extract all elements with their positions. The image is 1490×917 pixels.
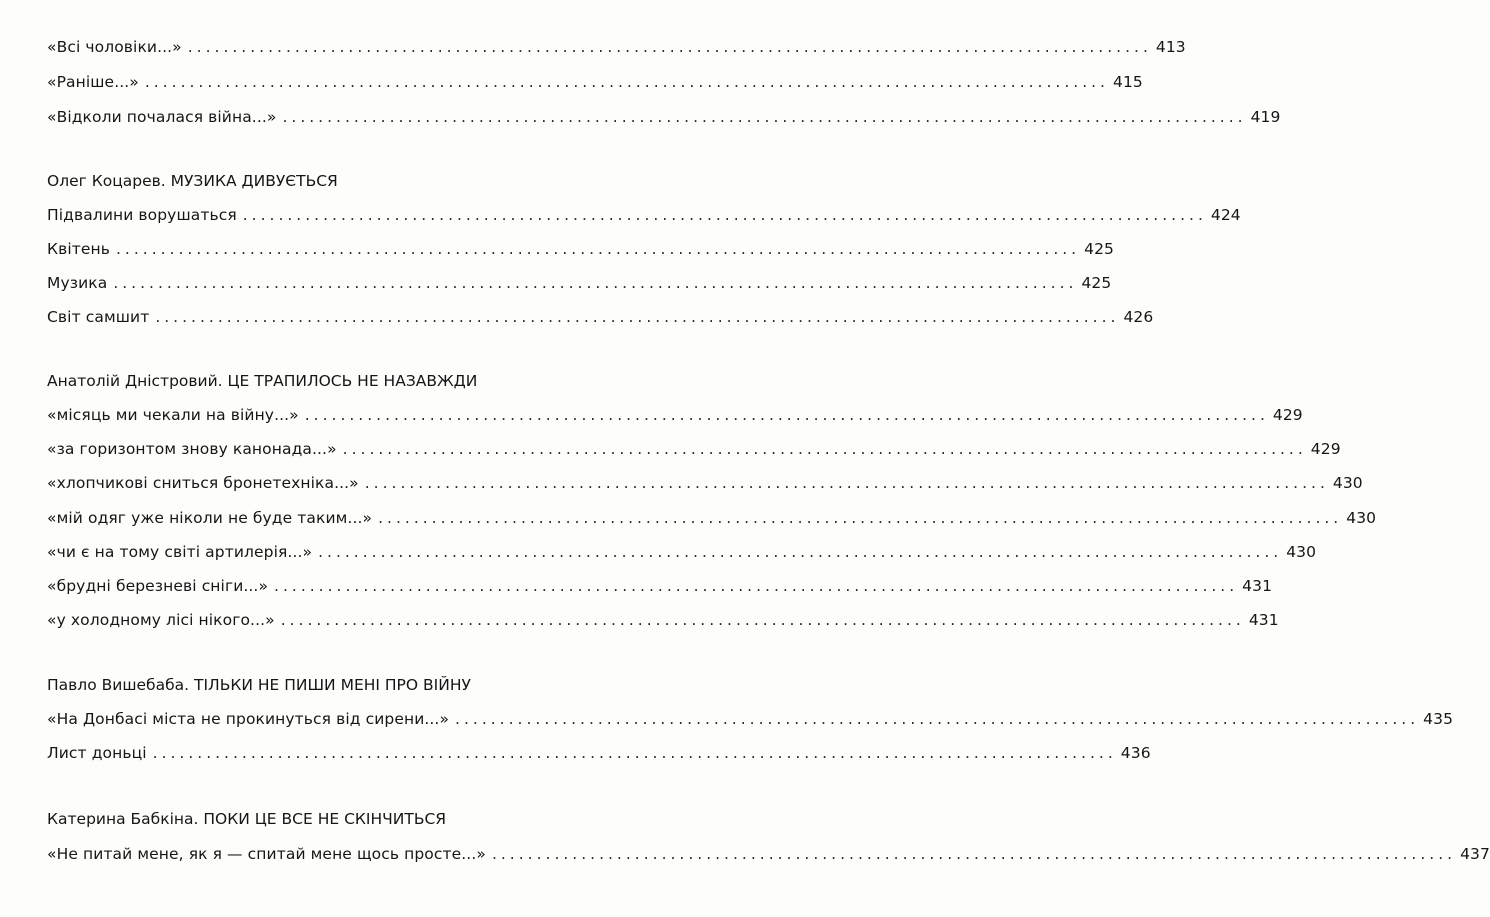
- toc-entry-title: Квітень: [47, 240, 110, 258]
- leader-dots: ............................................................................................................: [282, 108, 1247, 126]
- leader-dots: ............................................................................................................: [304, 406, 1269, 424]
- toc-entry-page: 430: [1332, 474, 1363, 492]
- toc-entry: [47, 577, 1273, 595]
- toc-entry-page: 436: [1120, 744, 1151, 762]
- toc-entry-title: Світ самшит: [47, 308, 150, 326]
- toc-entry-page: 424: [1210, 206, 1241, 224]
- leader-dots: ............................................................................................................: [491, 845, 1457, 863]
- toc-entry: [47, 108, 1281, 126]
- toc-entry-title: «чи є на тому світі артилерія...»: [47, 543, 313, 561]
- toc-entry: [47, 543, 1317, 561]
- toc-entry-title: «мій одяг уже ніколи не буде таким...»: [47, 509, 373, 527]
- section-heading: Олег Коцарев. МУЗИКА ДИВУЄТЬСЯ: [47, 172, 338, 190]
- section-heading: Анатолій Дністровий. ЦЕ ТРАПИЛОСЬ НЕ НАЗАВЖДИ: [47, 372, 478, 390]
- toc-entry-title: «у холодному лісі нікого...»: [47, 611, 275, 629]
- toc-entry: [47, 710, 1454, 728]
- toc-entry: [47, 274, 1112, 292]
- leader-dots: ............................................................................................................: [318, 543, 1283, 561]
- toc-entry-title: Музика: [47, 274, 108, 292]
- leader-dots: ............................................................................................................: [342, 440, 1307, 458]
- leader-dots: ............................................................................................................: [378, 509, 1343, 527]
- leader-dots: ............................................................................................................: [455, 710, 1420, 728]
- toc-entry: [47, 73, 1143, 91]
- toc-entry: [47, 611, 1279, 629]
- toc-entry-page: 426: [1123, 308, 1154, 326]
- toc-entry: [47, 440, 1341, 458]
- toc-entry: [47, 308, 1154, 326]
- toc-entry-title: «брудні березневі сніги...»: [47, 577, 269, 595]
- toc-entry-page: 431: [1242, 577, 1273, 595]
- toc-entry: [47, 744, 1151, 762]
- toc-entry-title: «Не питай мене, як я — спитай мене щось просте...»: [47, 845, 486, 863]
- leader-dots: ............................................................................................................: [113, 274, 1078, 292]
- toc-entry-page: 425: [1084, 240, 1114, 258]
- leader-dots: ............................................................................................................: [280, 611, 1245, 629]
- toc-entry-page: 425: [1081, 274, 1112, 292]
- toc-entry-title: «Раніше...»: [47, 73, 139, 91]
- toc-entry-page: 435: [1423, 710, 1454, 728]
- leader-dots: ............................................................................................................: [274, 577, 1239, 595]
- toc-entry: [47, 406, 1303, 424]
- leader-dots: ............................................................................................................: [187, 38, 1152, 56]
- toc-entry: [47, 845, 1490, 863]
- toc-entry-title: «за горизонтом знову канонада...»: [47, 440, 337, 458]
- toc-entry-title: Підвалини ворушаться: [47, 206, 237, 224]
- toc-entry-page: 430: [1346, 509, 1377, 527]
- toc-entry-page: 413: [1155, 38, 1186, 56]
- toc-entry: [47, 509, 1377, 527]
- leader-dots: ............................................................................................................: [115, 240, 1081, 258]
- toc-entry-page: 437: [1460, 845, 1490, 863]
- leader-dots: ............................................................................................................: [144, 73, 1109, 91]
- toc-entry: [47, 206, 1241, 224]
- toc-entry-title: Лист доньці: [47, 744, 147, 762]
- leader-dots: ............................................................................................................: [155, 308, 1120, 326]
- toc-entry: [47, 240, 1114, 258]
- toc-entry-title: «На Донбасі міста не прокинуться від сирени...»: [47, 710, 450, 728]
- leader-dots: ............................................................................................................: [152, 744, 1117, 762]
- toc-entry: [47, 38, 1186, 56]
- toc-entry: [47, 474, 1363, 492]
- leader-dots: ............................................................................................................: [242, 206, 1207, 224]
- toc-entry-page: 429: [1272, 406, 1303, 424]
- toc-entry-title: «Всі чоловіки...»: [47, 38, 182, 56]
- toc-entry-page: 431: [1248, 611, 1279, 629]
- toc-entry-page: 419: [1250, 108, 1281, 126]
- toc-entry-page: 429: [1310, 440, 1341, 458]
- toc-entry-page: 415: [1112, 73, 1143, 91]
- toc-entry-title: «Відколи почалася війна...»: [47, 108, 277, 126]
- section-heading: Катерина Бабкіна. ПОКИ ЦЕ ВСЕ НЕ СКІНЧИТЬСЯ: [47, 810, 447, 828]
- toc-entry-title: «хлопчикові сниться бронетехніка...»: [47, 474, 359, 492]
- toc-entry-page: 430: [1286, 543, 1317, 561]
- section-heading: Павло Вишебаба. ТІЛЬКИ НЕ ПИШИ МЕНІ ПРО ВІЙНУ: [47, 676, 471, 694]
- toc-entry-title: «місяць ми чекали на війну...»: [47, 406, 299, 424]
- leader-dots: ............................................................................................................: [364, 474, 1329, 492]
